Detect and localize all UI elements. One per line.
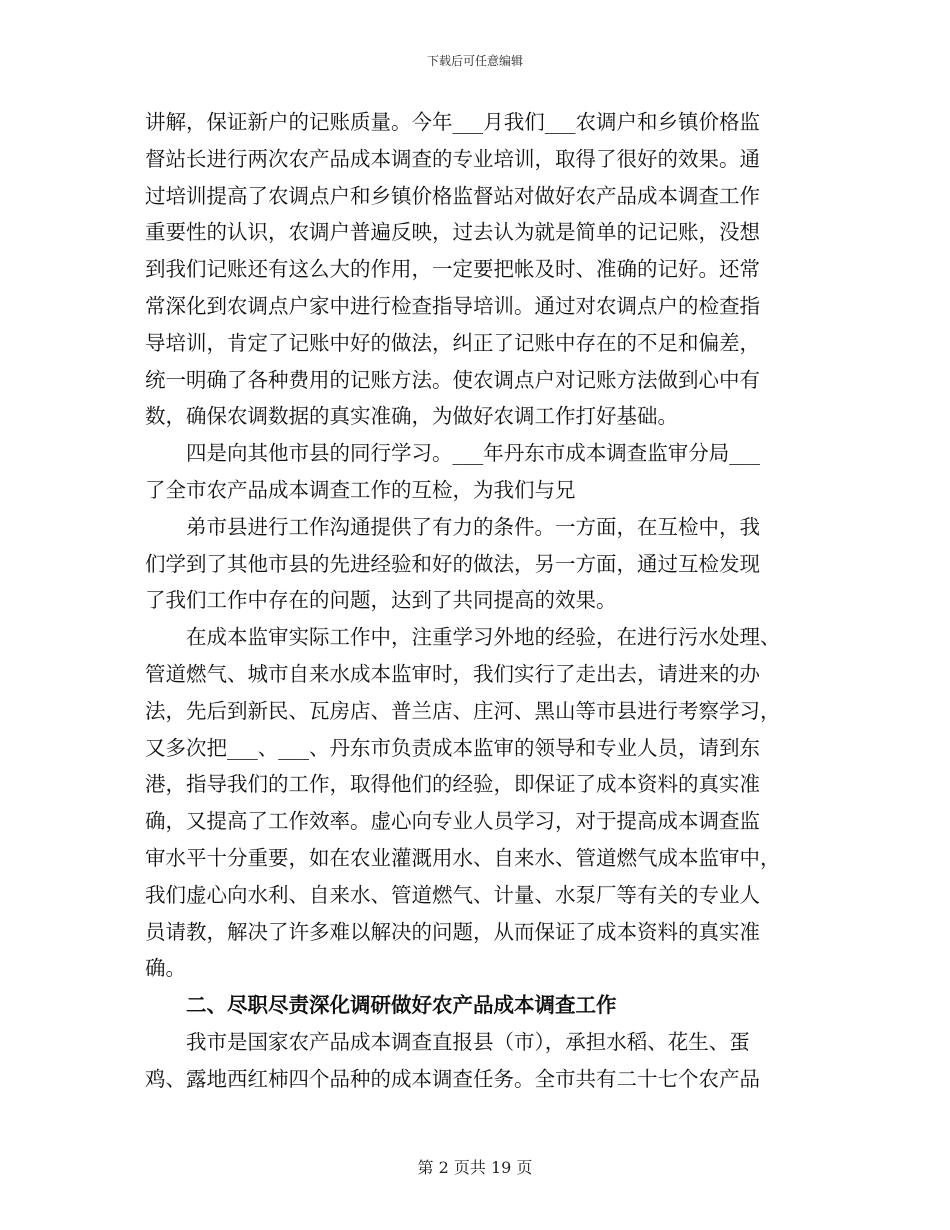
text-line: 统一明确了各种费用的记账方法。使农调点户对记账方法做到心中有 xyxy=(145,367,760,392)
text-line: 鸡、露地西红柿四个品种的成本调查任务。全市共有二十七个农产品 xyxy=(145,1066,760,1091)
text-line: 确，又提高了工作效率。虚心向专业人员学习，对于提高成本调查监 xyxy=(145,809,760,834)
text-line: 审水平十分重要，如在农业灌溉用水、自来水、管道燃气成本监审中， xyxy=(145,845,781,870)
text-line: 过培训提高了农调点户和乡镇价格监督站对做好农产品成本调查工作 xyxy=(145,183,760,208)
text-line: 重要性的认识，农调户普遍反映，过去认为就是简单的记记账，没想 xyxy=(145,220,760,245)
text-line: 我们虚心向水利、自来水、管道燃气、计量、水泵厂等有关的专业人 xyxy=(145,882,760,907)
text-line: 们学到了其他市县的先进经验和好的做法，另一方面，通过互检发现 xyxy=(145,551,760,576)
text-line: 弟市县进行工作沟通提供了有力的条件。一方面，在互检中，我 xyxy=(186,514,760,539)
page-header: 下载后可任意编辑 xyxy=(426,54,523,68)
page-footer: 第 2 页共 19 页 xyxy=(417,1158,533,1177)
text-line: 了我们工作中存在的问题，达到了共同提高的效果。 xyxy=(145,588,617,613)
text-line: 四是向其他市县的同行学习。___年丹东市成本调查监审分局___ xyxy=(186,441,760,466)
text-line: 常深化到农调点户家中进行检查指导培训。通过对农调点户的检查指 xyxy=(145,293,760,318)
text-line: 员请教，解决了许多难以解决的问题，从而保证了成本资料的真实准 xyxy=(145,919,760,944)
text-line: 法，先后到新民、瓦房店、普兰店、庄河、黑山等市县进行考察学习， xyxy=(145,698,781,723)
text-line: 我市是国家农产品成本调查直报县（市），承担水稻、花生、蛋 xyxy=(186,1029,750,1054)
text-line: 管道燃气、城市自来水成本监审时，我们实行了走出去，请进来的办 xyxy=(145,661,760,686)
text-line: 又多次把___、___、丹东市负责成本监审的领导和专业人员，请到东 xyxy=(145,735,760,760)
text-line: 督站长进行两次农产品成本调查的专业培训，取得了很好的效果。通 xyxy=(145,146,760,171)
text-line: 到我们记账还有这么大的作用，一定要把帐及时、准确的记好。还常 xyxy=(145,257,760,282)
text-line: 数，确保农调数据的真实准确，为做好农调工作打好基础。 xyxy=(145,404,678,429)
document-body xyxy=(145,104,810,1098)
section-heading: 二、尽职尽责深化调研做好农产品成本调查工作 xyxy=(186,993,617,1018)
text-line: 确。 xyxy=(145,956,186,981)
text-line: 了全市农产品成本调查工作的互检，为我们与兄 xyxy=(145,477,576,502)
text-line: 港，指导我们的工作，取得他们的经验，即保证了成本资料的真实准 xyxy=(145,772,760,797)
text-line: 导培训，肯定了记账中好的做法，纠正了记账中存在的不足和偏差， xyxy=(145,330,760,355)
text-line: 讲解，保证新户的记账质量。今年___月我们___农调户和乡镇价格监 xyxy=(145,110,760,134)
text-line: 在成本监审实际工作中，注重学习外地的经验，在进行污水处理、 xyxy=(186,625,781,650)
